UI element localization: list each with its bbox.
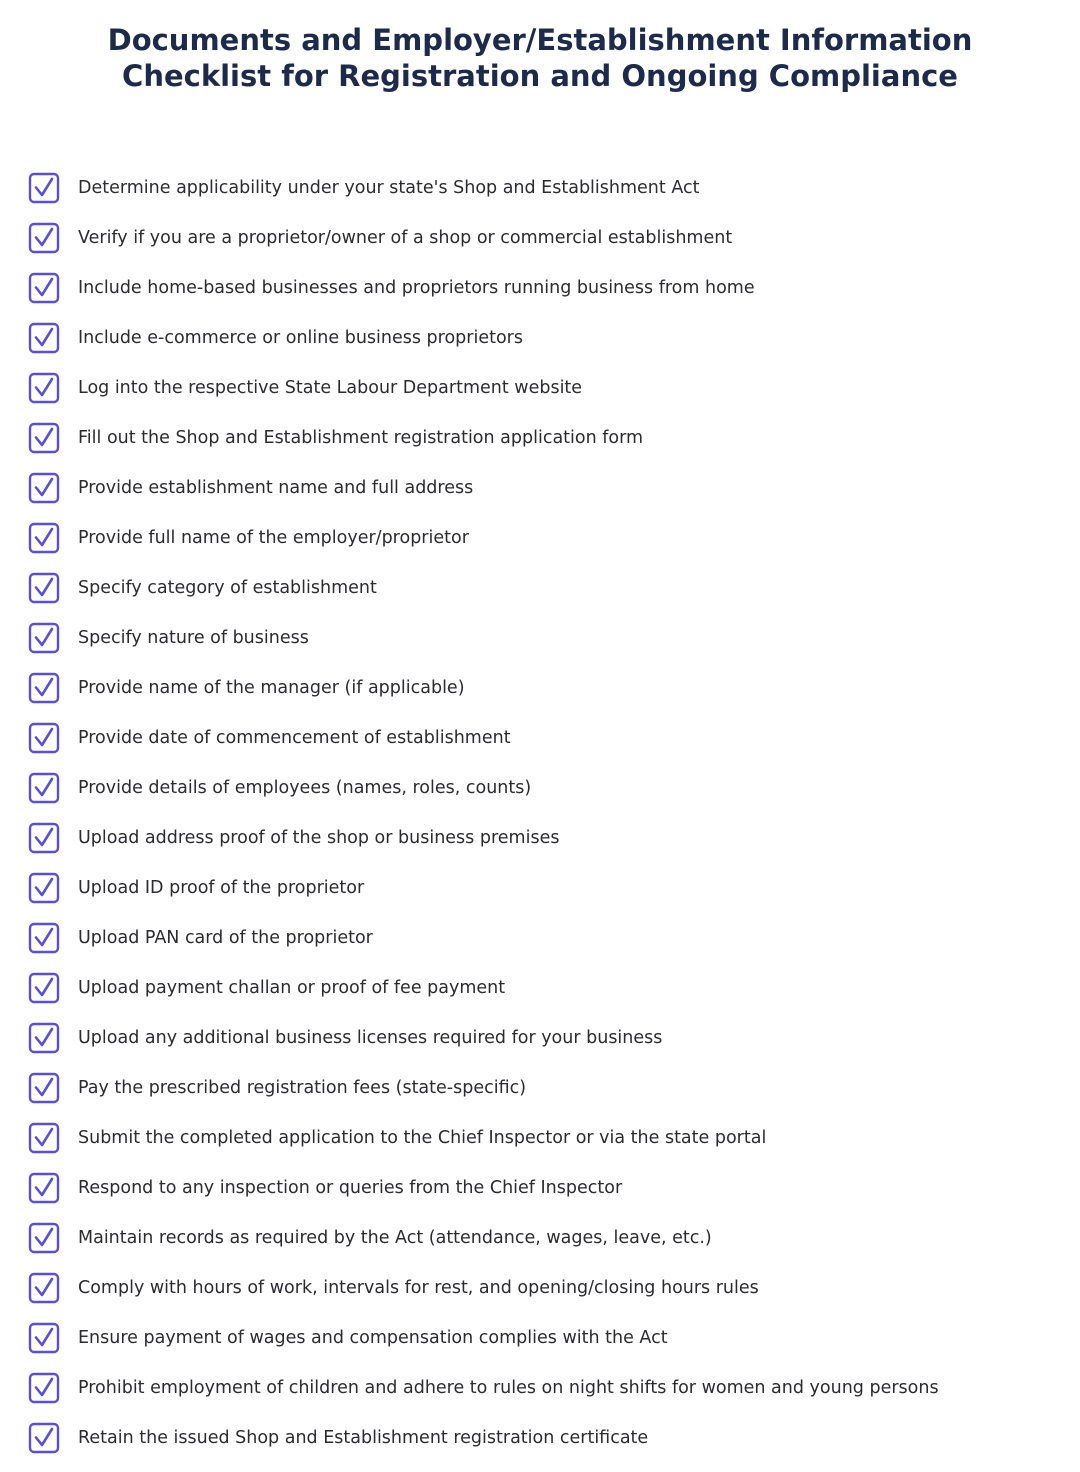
checklist-item-label: Maintain records as required by the Act (attendance, wages, leave, etc.) bbox=[78, 1228, 712, 1248]
checklist-item-label: Upload ID proof of the proprietor bbox=[78, 878, 365, 898]
checklist-item bbox=[0, 163, 1080, 213]
checked-checkbox-icon[interactable] bbox=[28, 772, 60, 804]
checklist-item-label: Specify category of establishment bbox=[78, 578, 377, 598]
checked-checkbox-icon[interactable] bbox=[28, 272, 60, 304]
checklist-item bbox=[0, 463, 1080, 513]
checked-checkbox-icon[interactable] bbox=[28, 1022, 60, 1054]
checklist-item bbox=[0, 813, 1080, 863]
checklist-item-label: Provide name of the manager (if applicable) bbox=[78, 678, 465, 698]
checklist-item bbox=[0, 1363, 1080, 1413]
checklist-item-label: Upload PAN card of the proprietor bbox=[78, 928, 373, 948]
checked-checkbox-icon[interactable] bbox=[28, 722, 60, 754]
checked-checkbox-icon[interactable] bbox=[28, 1422, 60, 1454]
checklist-item-label: Upload address proof of the shop or business premises bbox=[78, 828, 560, 848]
checked-checkbox-icon[interactable] bbox=[28, 172, 60, 204]
checked-checkbox-icon[interactable] bbox=[28, 1172, 60, 1204]
page-title: Documents and Employer/Establishment Information Checklist for Registration and Ongoing Compliance bbox=[107, 23, 973, 93]
checked-checkbox-icon[interactable] bbox=[28, 922, 60, 954]
checked-checkbox-icon[interactable] bbox=[28, 522, 60, 554]
checklist-item-label: Ensure payment of wages and compensation complies with the Act bbox=[78, 1328, 668, 1348]
checked-checkbox-icon[interactable] bbox=[28, 1322, 60, 1354]
checklist-item bbox=[0, 913, 1080, 963]
checklist-item-label: Include e-commerce or online business proprietors bbox=[78, 328, 523, 348]
checklist-item bbox=[0, 713, 1080, 763]
checked-checkbox-icon[interactable] bbox=[28, 622, 60, 654]
checklist-item-label: Upload any additional business licenses required for your business bbox=[78, 1028, 663, 1048]
checklist-item bbox=[0, 1063, 1080, 1113]
checklist-item-label: Upload payment challan or proof of fee payment bbox=[78, 978, 506, 998]
checklist-item-label: Include home-based businesses and proprietors running business from home bbox=[78, 278, 755, 298]
checklist-item bbox=[0, 1413, 1080, 1463]
checklist-item bbox=[0, 213, 1080, 263]
checklist-item bbox=[0, 513, 1080, 563]
checked-checkbox-icon[interactable] bbox=[28, 672, 60, 704]
checked-checkbox-icon[interactable] bbox=[28, 872, 60, 904]
checked-checkbox-icon[interactable] bbox=[28, 1122, 60, 1154]
checklist-item bbox=[0, 663, 1080, 713]
checklist-item-label: Prohibit employment of children and adhere to rules on night shifts for women and young persons bbox=[78, 1378, 939, 1398]
checklist-item-label: Provide establishment name and full address bbox=[78, 478, 474, 498]
checklist-item-label: Provide date of commencement of establishment bbox=[78, 728, 511, 748]
checklist-item-label: Log into the respective State Labour Department website bbox=[78, 378, 583, 398]
checklist-item bbox=[0, 363, 1080, 413]
checked-checkbox-icon[interactable] bbox=[28, 472, 60, 504]
checked-checkbox-icon[interactable] bbox=[28, 222, 60, 254]
checklist-item bbox=[0, 1163, 1080, 1213]
checklist-item bbox=[0, 563, 1080, 613]
checklist-item-label: Submit the completed application to the Chief Inspector or via the state portal bbox=[78, 1128, 767, 1148]
checklist-item-label: Determine applicability under your state's Shop and Establishment Act bbox=[78, 178, 700, 198]
checklist-item bbox=[0, 313, 1080, 363]
checked-checkbox-icon[interactable] bbox=[28, 1272, 60, 1304]
checklist-item-label: Provide details of employees (names, roles, counts) bbox=[78, 778, 532, 798]
checklist-item bbox=[0, 263, 1080, 313]
checklist-item bbox=[0, 1313, 1080, 1363]
checklist-item bbox=[0, 863, 1080, 913]
checked-checkbox-icon[interactable] bbox=[28, 422, 60, 454]
checklist-item bbox=[0, 763, 1080, 813]
checklist-item bbox=[0, 1013, 1080, 1063]
checked-checkbox-icon[interactable] bbox=[28, 1222, 60, 1254]
checklist-item-label: Comply with hours of work, intervals for rest, and opening/closing hours rules bbox=[78, 1278, 759, 1298]
checklist-item-label: Provide full name of the employer/proprietor bbox=[78, 528, 469, 548]
checked-checkbox-icon[interactable] bbox=[28, 972, 60, 1004]
checklist-item bbox=[0, 413, 1080, 463]
checklist-item bbox=[0, 613, 1080, 663]
checked-checkbox-icon[interactable] bbox=[28, 822, 60, 854]
checklist-item-label: Retain the issued Shop and Establishment registration certificate bbox=[78, 1428, 649, 1448]
checked-checkbox-icon[interactable] bbox=[28, 1372, 60, 1404]
checklist-item bbox=[0, 1263, 1080, 1313]
checklist-item-label: Specify nature of business bbox=[78, 628, 309, 648]
checklist-item-label: Verify if you are a proprietor/owner of a shop or commercial establishment bbox=[78, 228, 733, 248]
checked-checkbox-icon[interactable] bbox=[28, 372, 60, 404]
checked-checkbox-icon[interactable] bbox=[28, 322, 60, 354]
checklist-item-label: Respond to any inspection or queries from the Chief Inspector bbox=[78, 1178, 623, 1198]
checklist-item bbox=[0, 1113, 1080, 1163]
checklist-item-label: Fill out the Shop and Establishment registration application form bbox=[78, 428, 644, 448]
checklist bbox=[0, 163, 1080, 1463]
checklist-item-label: Pay the prescribed registration fees (state-specific) bbox=[78, 1078, 527, 1098]
checklist-item bbox=[0, 963, 1080, 1013]
checked-checkbox-icon[interactable] bbox=[28, 572, 60, 604]
checked-checkbox-icon[interactable] bbox=[28, 1072, 60, 1104]
checklist-item bbox=[0, 1213, 1080, 1263]
